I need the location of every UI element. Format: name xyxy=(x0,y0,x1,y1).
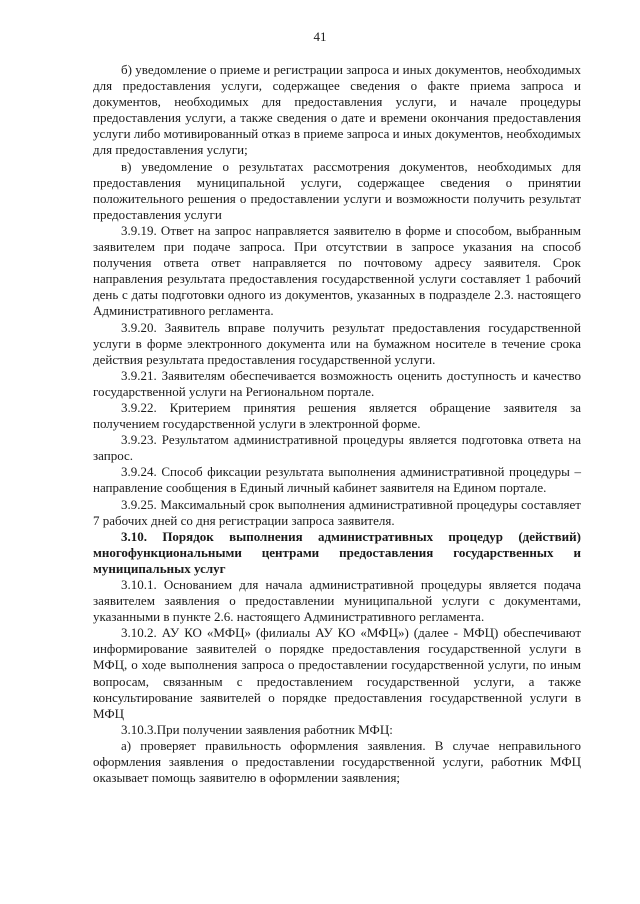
section-heading: 3.10. Порядок выполнения административных процедур (действий) многофункциональными центрами предоставления государственных и муниципальных услуг xyxy=(93,528,581,576)
paragraph: 3.9.21. Заявителям обеспечивается возможность оценить доступность и качество государственной услуги на Региональном портале. xyxy=(93,367,581,399)
paragraph: б) уведомление о приеме и регистрации запроса и иных документов, необходимых для предоставления услуги, содержащее сведения о факте приема запроса и документов, необходимых для предоставления услуги, и начале процедуры предоставления услуги, а также сведения о дате и времени окончания предоставления услуги либо мотивированный отказ в приеме запроса и иных документов, необходимых для предоставления услуги; xyxy=(93,62,581,158)
paragraph: 3.10.2. АУ КО «МФЦ» (филиалы АУ КО «МФЦ») (далее - МФЦ) обеспечивают информирование заявителей о порядке предоставления государственной услуги в МФЦ, о ходе выполнения запроса о предоставлении государственной услуги, по иным вопросам, связанным с предоставлением государственной услуги, а также консультирование заявителей о порядке предоставления государственной услуги в МФЦ xyxy=(93,625,581,721)
page-number: 41 xyxy=(313,29,327,44)
paragraph: 3.9.24. Способ фиксации результата выполнения административной процедуры – направление сообщения в Единый личный кабинет заявителя на Едином портале. xyxy=(93,464,581,496)
paragraph: в) уведомление о результатах рассмотрения документов, необходимых для предоставления муниципальной услуги, содержащее сведения о принятии положительного решения о предоставлении услуги и возможности получить результат предоставления услуги xyxy=(93,158,581,222)
paragraph: 3.10.3.При получении заявления работник МФЦ: xyxy=(121,721,393,737)
paragraph: а) проверяет правильность оформления заявления. В случае неправильного оформления заявления о предоставлении государственной услуги, работник МФЦ оказывает помощь заявителю в оформлении заявления; xyxy=(93,737,581,786)
paragraph: 3.9.19. Ответ на запрос направляется заявителю в форме и способом, выбранным заявителем при подаче запроса. При отсутствии в запросе указания на способ получения ответа ответ направляется по почтовому адресу заявителя. Срок направления результата предоставления государственной услуги составляет 1 рабочий день с даты подготовки одного из документов, указанных в подразделе 2.3. настоящего Административного регламента. xyxy=(93,222,581,319)
paragraph: 3.9.23. Результатом административной процедуры является подготовка ответа на запрос. xyxy=(93,432,581,464)
document-body xyxy=(93,62,581,786)
paragraph: 3.9.20. Заявитель вправе получить результат предоставления государственной услуги в форме электронного документа или на бумажном носителе в течение срока действия результата предоставления государственной услуги. xyxy=(93,319,581,367)
paragraph: 3.9.22. Критерием принятия решения является обращение заявителя за получением государственной услуги в электронной форме. xyxy=(93,399,581,432)
paragraph: 3.10.1. Основанием для начала административной процедуры является подача заявителем заявления о предоставлении муниципальной услуги с документами, указанными в пункте 2.6. настоящего Административного регламента. xyxy=(93,577,581,625)
paragraph: 3.9.25. Максимальный срок выполнения административной процедуры составляет 7 рабочих дней со дня регистрации запроса заявителя. xyxy=(93,496,581,528)
